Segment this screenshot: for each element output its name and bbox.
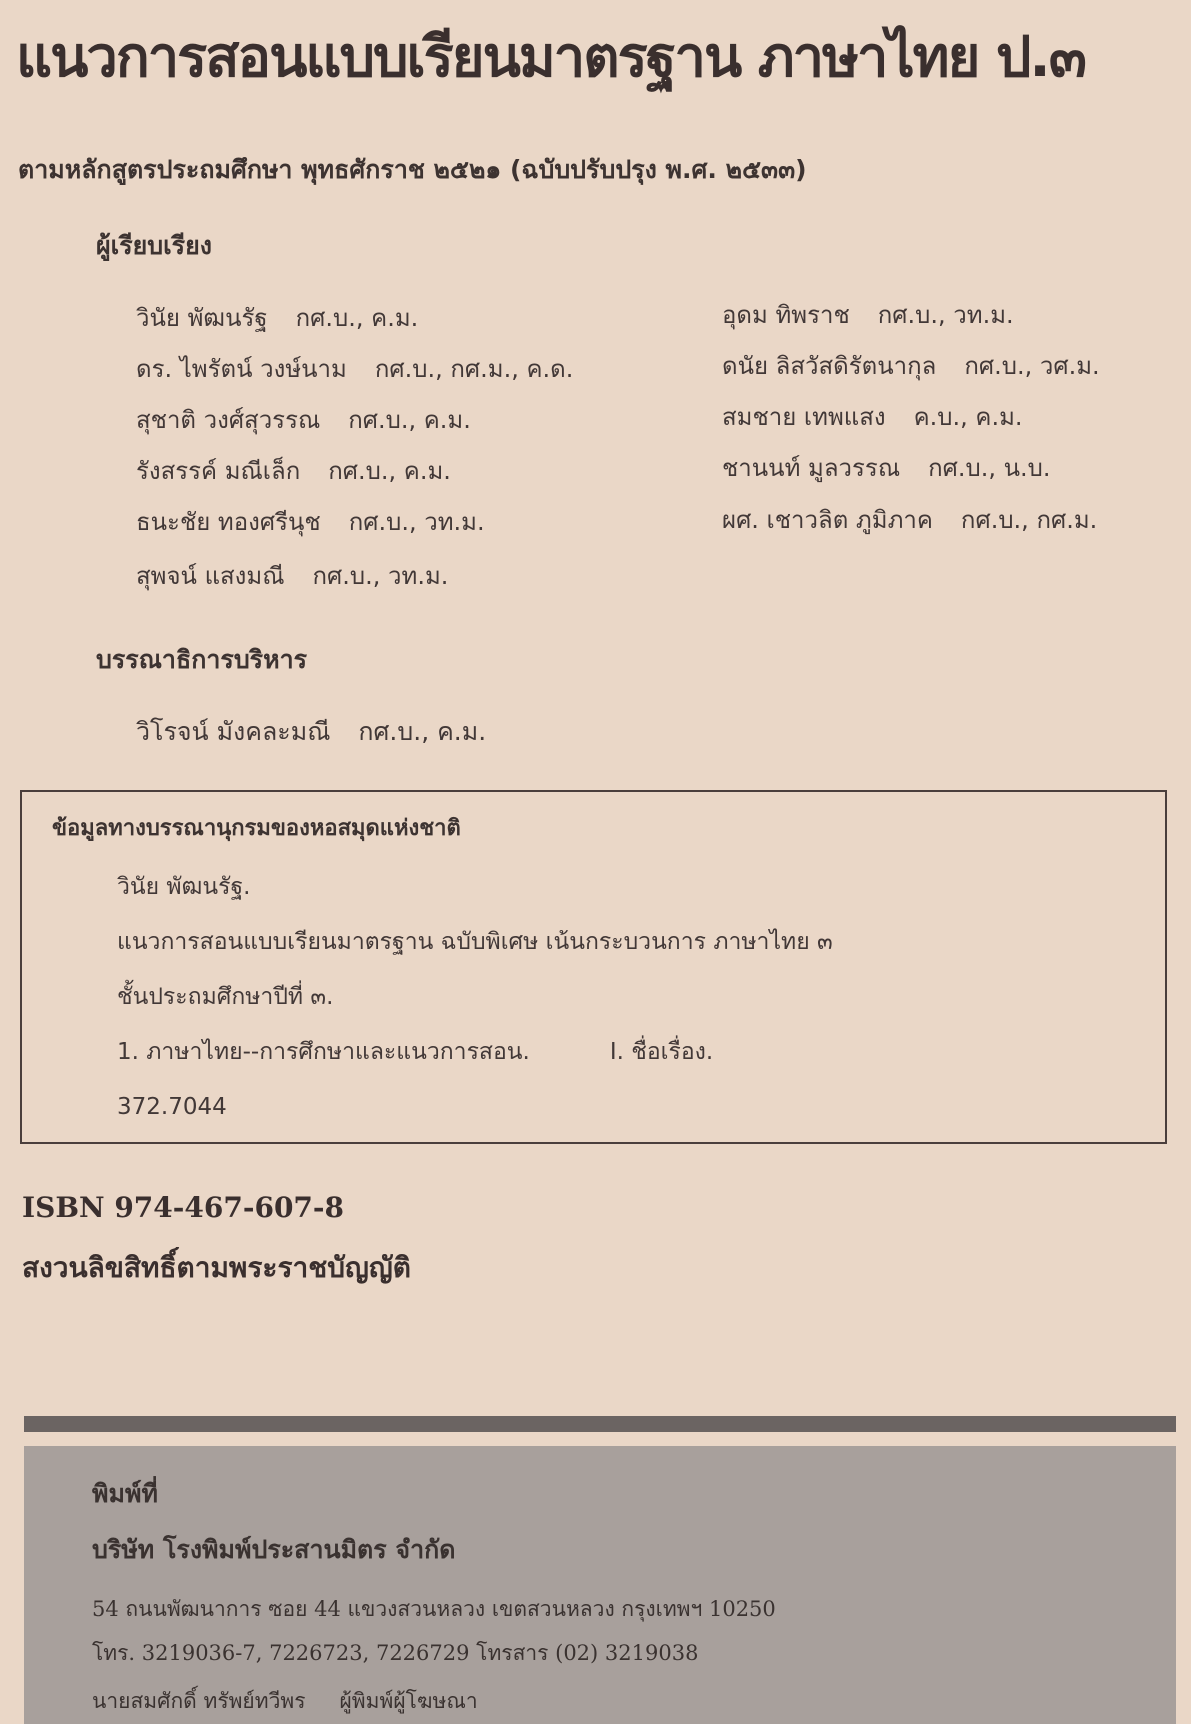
compiler-name: สมชาย เทพแสง [722, 403, 886, 431]
editor-degree: กศ.บ., ค.ม. [358, 717, 487, 746]
catalog-title-line: ชั้นประถมศึกษาปีที่ ๓. [117, 984, 334, 1010]
compiler-name: ผศ. เชาวลิต ภูมิภาค [722, 506, 933, 534]
compiler-entry [136, 300, 418, 336]
compiler-entry [136, 453, 451, 489]
compiler-entry [722, 502, 1097, 538]
compiler-name: อุดม ทิพราช [722, 301, 850, 329]
compiler-name: ธนะชัย ทองศรีนุช [136, 508, 321, 536]
catalog-subject-title: I. ชื่อเรื่อง. [609, 1039, 714, 1065]
compiler-name: สุพจน์ แสงมณี [136, 562, 285, 590]
publisher-role: ผู้พิมพ์ผู้โฆษณา [339, 1689, 478, 1713]
compiler-name: รังสรรค์ มณีเล็ก [136, 457, 301, 485]
compiler-degree: กศ.บ., ค.ม. [348, 406, 471, 434]
compiler-name: สุชาติ วงศ์สุวรรณ [136, 406, 321, 434]
compiler-name: วินัย พัฒนรัฐ [136, 304, 268, 332]
compiler-degree: กศ.บ., วท.ม. [877, 301, 1014, 329]
catalog-subject: 1. ภาษาไทย--การศึกษาและแนวการสอน. [117, 1039, 530, 1065]
printer-panel [24, 1446, 1176, 1724]
compiler-entry [136, 504, 485, 540]
compiler-degree: กศ.บ., ค.ม. [328, 457, 451, 485]
printer-phone: โทร. 3219036-7, 7226723, 7226729 โทรสาร (02) 3219038 [92, 1641, 699, 1665]
compiler-name: ดร. ไพรัตน์ วงษ์นาม [136, 355, 347, 383]
catalog-record-heading: ข้อมูลทางบรรณานุกรมของหอสมุดแห่งชาติ [52, 816, 461, 841]
compiler-degree: กศ.บ., กศ.ม. [960, 506, 1098, 534]
copyright-notice: สงวนลิขสิทธิ์ตามพระราชบัญญัติ [22, 1251, 411, 1284]
publisher-name: นายสมศักดิ์ ทรัพย์ทวีพร [92, 1689, 306, 1713]
book-title: แนวการสอนแบบเรียนมาตรฐาน ภาษาไทย ป.๓ [16, 25, 1085, 90]
publisher-line [92, 1684, 478, 1718]
divider-bar [24, 1416, 1176, 1432]
compiler-name: ดนัย ลิสวัสดิรัตนากุล [722, 352, 937, 380]
compiler-degree: กศ.บ., น.บ. [928, 454, 1051, 482]
editor-heading: บรรณาธิการบริหาร [96, 645, 308, 674]
catalog-classification: 372.7044 [117, 1094, 227, 1120]
isbn: ISBN 974-467-607-8 [22, 1191, 345, 1224]
curriculum-subtitle: ตามหลักสูตรประถมศึกษา พุทธศักราช ๒๕๒๑ (ฉบับปรับปรุง พ.ศ. ๒๕๓๓) [18, 155, 807, 184]
compiler-degree: กศ.บ., วท.ม. [348, 508, 485, 536]
compiler-entry [722, 297, 1014, 333]
compiler-degree: กศ.บ., วท.ม. [312, 562, 449, 590]
compiler-entry [136, 558, 448, 594]
editor-entry [136, 714, 486, 750]
compiler-degree: กศ.บ., วศ.ม. [964, 352, 1100, 380]
compiler-name: ชานนท์ มูลวรรณ [722, 454, 901, 482]
printer-address: 54 ถนนพัฒนาการ ซอย 44 แขวงสวนหลวง เขตสวนหลวง กรุงเทพฯ 10250 [92, 1597, 776, 1621]
compiler-entry [722, 450, 1051, 486]
editor-name: วิโรจน์ มังคละมณี [136, 717, 331, 746]
catalog-title-line: แนวการสอนแบบเรียนมาตรฐาน ฉบับพิเศษ เน้นกระบวนการ ภาษาไทย ๓ [117, 929, 833, 955]
printer-company: บริษัท โรงพิมพ์ประสานมิตร จำกัด [92, 1535, 456, 1564]
compiler-degree: กศ.บ., ค.ม. [295, 304, 419, 332]
compiler-entry [722, 399, 1023, 435]
catalog-record-box [20, 790, 1167, 1144]
printer-heading: พิมพ์ที่ [92, 1479, 158, 1508]
compiler-degree: กศ.บ., กศ.ม., ค.ด. [374, 355, 574, 383]
catalog-subject-line [117, 1035, 713, 1069]
compiler-entry [136, 351, 573, 387]
compiler-entry [136, 402, 471, 438]
compiler-degree: ค.บ., ค.ม. [913, 403, 1023, 431]
compiler-entry [722, 348, 1100, 384]
compilers-heading: ผู้เรียบเรียง [96, 231, 212, 260]
catalog-author: วินัย พัฒนรัฐ. [117, 874, 251, 900]
